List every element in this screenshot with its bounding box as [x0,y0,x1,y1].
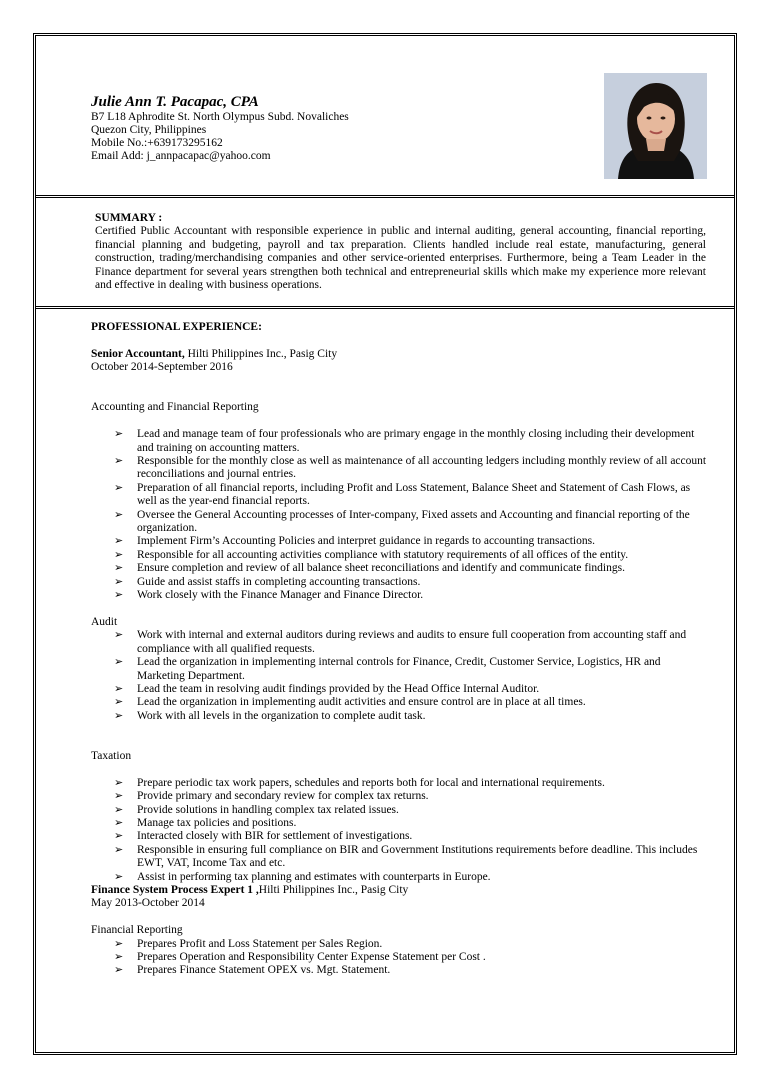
arrow-bullet-icon: ➢ [114,843,124,856]
job-dates: October 2014-September 2016 [91,361,233,374]
bullet-list [91,629,711,723]
list-item: ➢ Prepare periodic tax work papers, schedules and reports both for local and international requirements. [114,776,605,789]
list-item: ➢ Interacted closely with BIR for settlement of investigations. [114,830,413,843]
address-line-2: Quezon City, Philippines [91,124,207,136]
list-item: ➢ Work closely with the Finance Manager and Finance Director. [114,589,424,602]
arrow-bullet-icon: ➢ [114,950,124,963]
address-line-1: B7 L18 Aphrodite St. North Olympus Subd. Novaliches [91,111,349,123]
arrow-bullet-icon: ➢ [114,682,124,695]
summary-section [95,212,706,292]
list-item: ➢ Work with internal and external auditors during reviews and audits to ensure full cooperation from accounting staff and compliance with all qualified requests. [114,629,687,655]
list-item: ➢ Prepares Finance Statement OPEX vs. Mgt. Statement. [114,964,391,977]
subsection-heading: Financial Reporting [91,924,183,937]
subsection-heading: Audit [91,615,118,628]
arrow-bullet-icon: ➢ [114,696,124,709]
arrow-bullet-icon: ➢ [114,656,124,669]
applicant-name: Julie Ann T. Pacapac, CPA [91,94,259,110]
email-address: Email Add: j_annpacapac@yahoo.com [91,150,271,162]
arrow-bullet-icon: ➢ [114,481,124,494]
job-dates: May 2013-October 2014 [91,897,205,910]
arrow-bullet-icon: ➢ [114,629,124,642]
arrow-bullet-icon: ➢ [114,816,124,829]
arrow-bullet-icon: ➢ [114,455,124,468]
list-item: ➢ Implement Firm’s Accounting Policies and interpret guidance in regards to accounting transactions. [114,535,595,548]
job-company: Hilti Philippines Inc., Pasig City [184,347,338,360]
subsection-heading: Accounting and Financial Reporting [91,401,259,414]
list-item: ➢ Lead the organization in implementing audit activities and ensure control are in place at all times. [114,696,586,709]
list-item: ➢ Prepares Profit and Loss Statement per Sales Region. [114,937,383,950]
list-item: ➢ Assist in performing tax planning and estimates with counterparts in Europe. [114,870,491,883]
arrow-bullet-icon: ➢ [114,428,124,441]
job-title: Finance System Process Expert 1 , [91,883,259,896]
job-title-line [91,348,711,361]
arrow-bullet-icon: ➢ [114,548,124,561]
list-item: ➢ Manage tax policies and positions. [114,816,297,829]
job-company: Hilti Philippines Inc., Pasig City [258,883,409,896]
list-item: ➢ Lead and manage team of four professionals who are primary engage in the monthly closing including their development and training on accounting matters. [114,428,695,454]
list-item: ➢ Preparation of all financial reports, including Profit and Loss Statement, Balance Sheet and Statement of Cash Flows, as well as the year-end financial reports. [114,481,691,508]
list-item: ➢ Provide solutions in handling complex tax related issues. [114,803,399,816]
list-item: ➢ Work with all levels in the organization to complete audit task. [114,709,426,722]
list-item: ➢ Provide primary and secondary review for complex tax returns. [114,790,429,803]
list-item: ➢ Responsible for all accounting activities compliance with statutory requirements of all offices of the entity. [114,548,629,561]
summary-heading: SUMMARY : [95,212,163,224]
contact-header [91,93,591,163]
section-divider [35,306,735,309]
job-title: Senior Accountant, [91,347,185,360]
list-item: ➢ Lead the organization in implementing internal controls for Finance, Credit, Customer Service, Logistics, HR and Marketing Department. [114,656,661,682]
experience-heading: PROFESSIONAL EXPERIENCE: [91,321,262,333]
mobile-number: Mobile No.:+639173295162 [91,137,223,149]
arrow-bullet-icon: ➢ [114,709,124,722]
arrow-bullet-icon: ➢ [114,870,124,883]
bullet-list [91,777,711,884]
arrow-bullet-icon: ➢ [114,964,124,977]
list-item: ➢ Ensure completion and review of all balance sheet reconciliations and identify and communicate findings. [114,562,625,575]
arrow-bullet-icon: ➢ [114,562,124,575]
experience-section [91,321,711,978]
profile-photo [604,73,707,179]
list-item: ➢ Oversee the General Accounting processes of Inter-company, Fixed assets and Accounting and financial reporting of the organization. [114,508,690,535]
arrow-bullet-icon: ➢ [114,830,124,843]
summary-text: Certified Public Accountant with responsible experience in public and internal auditing, general accounting, financial reporting, financial planning and budgeting, payroll and tax preparation. Clients handled include real estate, manufacturing, general construction, trading/merchandising companies and other service-oriented enterprises. Furthermore, being a Team Leader in the Finance department for several years strengthen both technical and entrepreneurial skills which make my experience more relevant and effective in dealing with business operations. [95,225,706,292]
arrow-bullet-icon: ➢ [114,803,124,816]
list-item: ➢ Prepares Operation and Responsibility Center Expense Statement per Cost . [114,950,486,963]
arrow-bullet-icon: ➢ [114,575,124,588]
arrow-bullet-icon: ➢ [114,589,124,602]
list-item: ➢ Lead the team in resolving audit findings provided by the Head Office Internal Auditor. [114,682,540,695]
section-divider [35,195,735,198]
list-item: ➢ Guide and assist staffs in completing accounting transactions. [114,575,421,588]
subsection-heading: Taxation [91,749,132,762]
arrow-bullet-icon: ➢ [114,776,124,789]
arrow-bullet-icon: ➢ [114,508,124,521]
job-title-line [91,884,711,897]
list-item: ➢ Responsible in ensuring full compliance on BIR and Government Institutions requirements before deadline. This includes EWT, VAT, Income Tax and etc. [114,843,698,870]
bullet-list [91,938,711,978]
arrow-bullet-icon: ➢ [114,790,124,803]
arrow-bullet-icon: ➢ [114,937,124,950]
arrow-bullet-icon: ➢ [114,535,124,548]
bullet-list [91,428,711,602]
list-item: ➢ Responsible for the monthly close as well as maintenance of all accounting ledgers including monthly review of all account reconciliations and journal entries. [114,455,707,481]
